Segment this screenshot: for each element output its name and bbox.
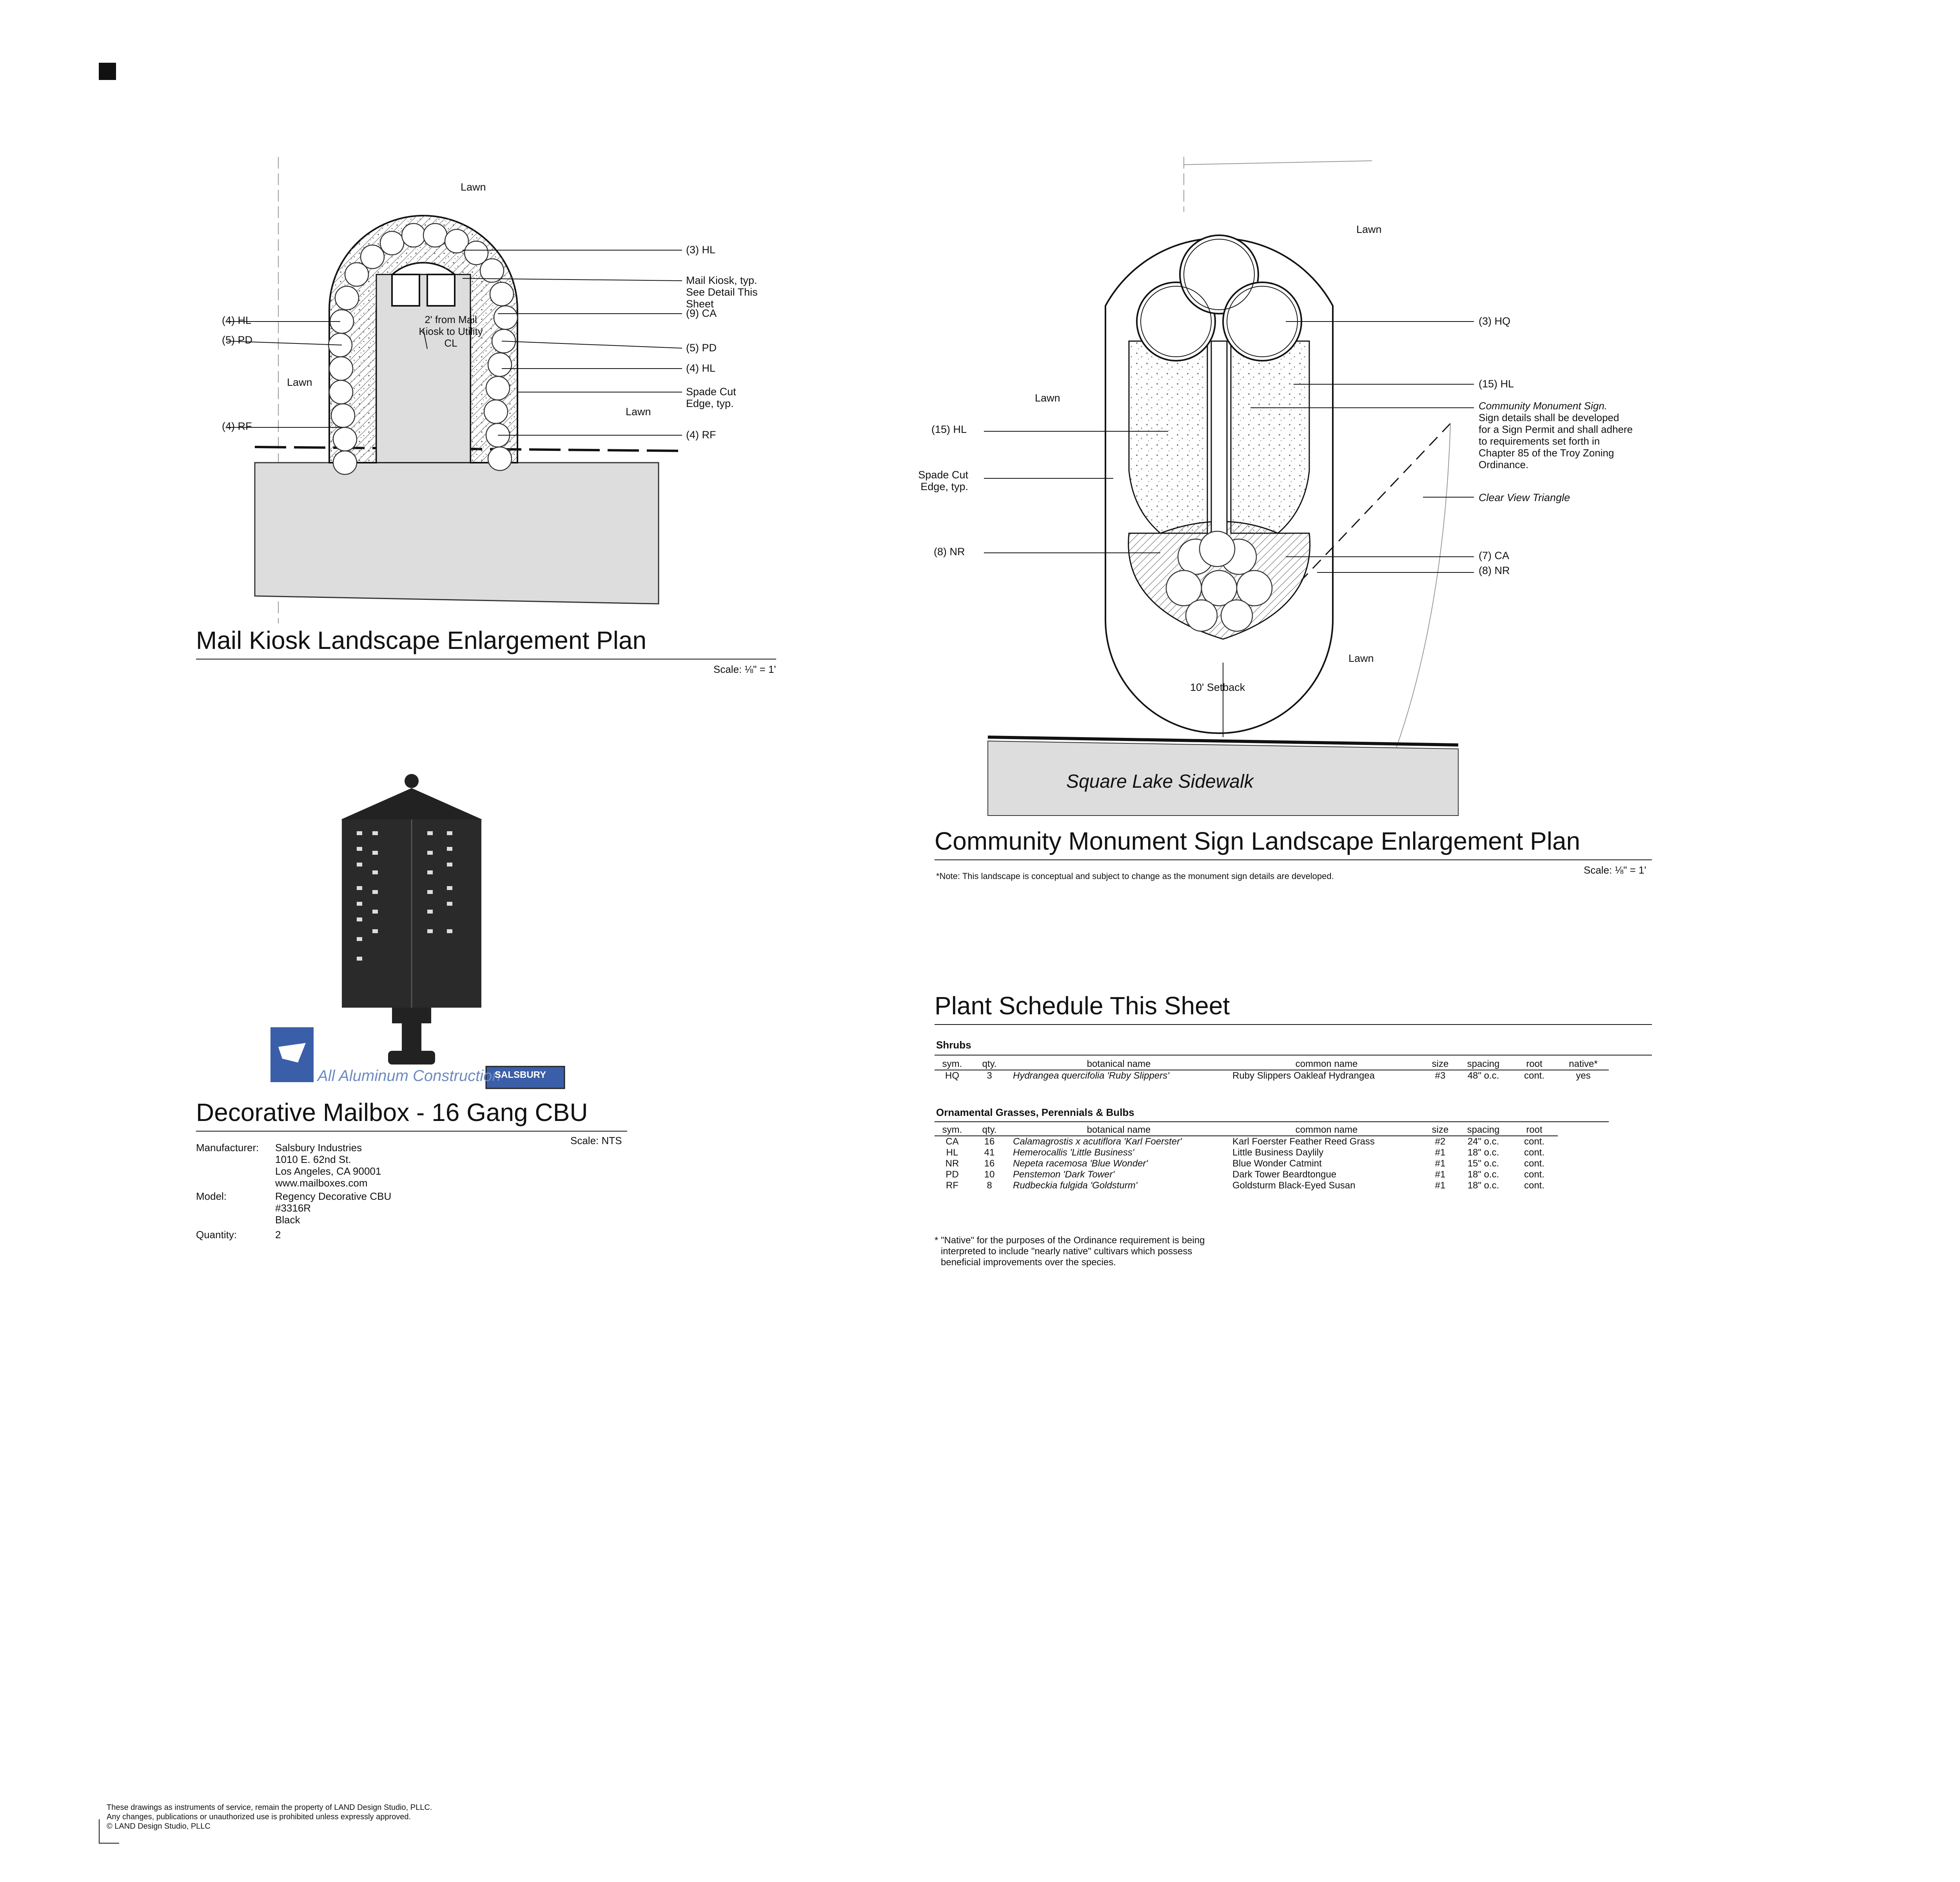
grasses-header-spacing: spacing xyxy=(1467,1124,1500,1135)
grass-common: Karl Foerster Feather Reed Grass xyxy=(1232,1136,1375,1147)
sign-note-line-5: Chapter 85 of the Troy Zoning xyxy=(1479,447,1614,459)
sign-plan-note: *Note: This landscape is conceptual and subject to change as the monument sign details are developed. xyxy=(936,871,1334,881)
kiosk-label-mail-kiosk: Mail Kiosk, typ. See Detail This Sheet xyxy=(686,274,758,310)
sign-label-right-hq: (3) HQ xyxy=(1479,315,1510,327)
grass-sym: RF xyxy=(946,1180,958,1191)
grasses-header-root: root xyxy=(1526,1124,1543,1135)
sign-clear-view: Clear View Triangle xyxy=(1479,492,1570,503)
kiosk-label-right-ca: (9) CA xyxy=(686,307,717,319)
shrubs-header-spacing: spacing xyxy=(1467,1059,1500,1069)
shrubs-header-botanical: botanical name xyxy=(1087,1059,1151,1069)
grass-botanical: Calamagrostis x acutiflora 'Karl Foerster' xyxy=(1013,1136,1182,1147)
kiosk-label-right-rf: (4) RF xyxy=(686,429,716,441)
mailbox-model-label: Model: xyxy=(196,1190,227,1202)
plant-schedule-title: Plant Schedule This Sheet xyxy=(935,992,1230,1020)
mailbox-title: Decorative Mailbox - 16 Gang CBU xyxy=(196,1098,588,1126)
mailbox-model-line-2: #3316R xyxy=(275,1202,311,1214)
sign-label-left-hl: (15) HL xyxy=(931,423,967,435)
kiosk-label-left-hl: (4) HL xyxy=(222,314,252,326)
kiosk-label-left-pd: (5) PD xyxy=(222,334,253,346)
sign-note-line-3: for a Sign Permit and shall adhere xyxy=(1479,423,1633,435)
disclaimer-line-2: Any changes, publications or unauthorized use is prohibited unless expressly approved. xyxy=(107,1813,411,1821)
disclaimer-line-1: These drawings as instruments of service, remain the property of LAND Design Studio, PLLC. xyxy=(107,1803,432,1812)
grass-qty: 8 xyxy=(987,1180,992,1191)
grass-root: cont. xyxy=(1524,1136,1545,1147)
table-row xyxy=(935,1158,1558,1169)
sign-setback: 10' Setback xyxy=(1190,681,1245,693)
mailbox-model-line-3: Black xyxy=(275,1214,300,1226)
sign-lawn-2: Lawn xyxy=(1035,392,1060,404)
kiosk-label-right-pd: (5) PD xyxy=(686,342,717,354)
shrub-root: cont. xyxy=(1524,1070,1545,1081)
sign-label-right-hl: (15) HL xyxy=(1479,378,1514,390)
sign-sidewalk: Square Lake Sidewalk xyxy=(1066,771,1254,792)
grass-spacing: 18" o.c. xyxy=(1467,1147,1499,1158)
registration-mark-top-left xyxy=(99,63,116,80)
mailbox-model-line-1: Regency Decorative CBU xyxy=(275,1190,392,1202)
grass-size: #2 xyxy=(1435,1136,1446,1147)
disclaimer xyxy=(107,1803,432,1831)
shrubs-header-common: common name xyxy=(1295,1059,1358,1069)
mailbox-manufacturer-line-2: 1010 E. 62nd St. xyxy=(275,1154,351,1165)
grass-sym: HL xyxy=(946,1147,958,1158)
grasses-header-size: size xyxy=(1432,1124,1449,1135)
kiosk-label-left-rf: (4) RF xyxy=(222,420,252,432)
grasses-heading: Ornamental Grasses, Perennials & Bulbs xyxy=(936,1106,1134,1118)
grasses-header-common: common name xyxy=(1295,1124,1358,1135)
mailbox-scale: Scale: NTS xyxy=(570,1135,622,1146)
grasses-header-qty: qty. xyxy=(982,1124,997,1135)
grass-spacing: 18" o.c. xyxy=(1467,1180,1499,1191)
sign-plan-title: Community Monument Sign Landscape Enlargement Plan xyxy=(935,827,1581,855)
mailbox-manufacturer-line-1: Salsbury Industries xyxy=(275,1142,362,1154)
shrub-qty: 3 xyxy=(987,1070,992,1081)
table-row xyxy=(935,1136,1558,1147)
kiosk-label-right-hl3: (3) HL xyxy=(686,244,716,256)
kiosk-plan-scale: Scale: ⅛" = 1' xyxy=(713,663,776,675)
shrubs-table xyxy=(935,1059,1609,1081)
grass-botanical: Penstemon 'Dark Tower' xyxy=(1013,1169,1115,1180)
footnote-line-1: * "Native" for the purposes of the Ordinance requirement is being xyxy=(935,1235,1205,1246)
sign-plan-scale: Scale: ⅛" = 1' xyxy=(1584,864,1646,876)
sign-label-right-ca: (7) CA xyxy=(1479,550,1510,561)
shrub-common: Ruby Slippers Oakleaf Hydrangea xyxy=(1232,1070,1375,1081)
kiosk-plan-title: Mail Kiosk Landscape Enlargement Plan xyxy=(196,626,647,654)
grass-qty: 16 xyxy=(984,1136,995,1147)
shrubs-header-qty: qty. xyxy=(982,1059,997,1069)
kiosk-center-note: 2' from Mail Kiosk to Utility CL xyxy=(419,314,483,349)
grasses-header-sym: sym. xyxy=(942,1124,962,1135)
grass-root: cont. xyxy=(1524,1169,1545,1180)
table-row xyxy=(935,1169,1558,1180)
grass-sym: CA xyxy=(946,1136,959,1147)
grass-botanical: Hemerocallis 'Little Business' xyxy=(1013,1147,1134,1158)
mailbox-manufacturer-line-3: Los Angeles, CA 90001 xyxy=(275,1165,381,1177)
grass-size: #1 xyxy=(1435,1169,1446,1180)
mailbox-brand: SALSBURY xyxy=(495,1070,546,1080)
grass-common: Dark Tower Beardtongue xyxy=(1232,1169,1337,1180)
grass-size: #1 xyxy=(1435,1180,1446,1191)
sign-note-line-4: to requirements set forth in xyxy=(1479,435,1600,447)
shrubs-header-size: size xyxy=(1432,1059,1449,1069)
kiosk-lawn-left: Lawn xyxy=(287,376,312,388)
mailbox-title-rule xyxy=(196,1131,627,1132)
grasses-rule xyxy=(935,1121,1609,1122)
shrub-spacing: 48" o.c. xyxy=(1467,1070,1499,1081)
mailbox-manufacturer-label: Manufacturer: xyxy=(196,1142,259,1154)
sign-note-line-6: Ordinance. xyxy=(1479,459,1529,470)
footnote-line-3: beneficial improvements over the species. xyxy=(941,1257,1116,1268)
grasses-header-row xyxy=(935,1124,1558,1136)
grass-qty: 16 xyxy=(984,1158,995,1169)
mailbox-caption: All Aluminum Construction xyxy=(318,1067,501,1085)
grass-spacing: 18" o.c. xyxy=(1467,1169,1499,1180)
disclaimer-line-3: © LAND Design Studio, PLLC xyxy=(107,1822,211,1831)
shrub-sym: HQ xyxy=(945,1070,959,1081)
grass-sym: NR xyxy=(945,1158,959,1169)
grass-spacing: 24" o.c. xyxy=(1467,1136,1499,1147)
sign-note-line-1: Community Monument Sign. xyxy=(1479,400,1608,412)
disclaimer-bracket xyxy=(99,1819,119,1844)
kiosk-label-spade-cut: Spade Cut Edge, typ. xyxy=(686,386,736,409)
grass-common: Little Business Daylily xyxy=(1232,1147,1324,1158)
sign-title-rule xyxy=(935,859,1652,860)
grass-qty: 10 xyxy=(984,1169,995,1180)
grass-botanical: Rudbeckia fulgida 'Goldsturm' xyxy=(1013,1180,1138,1191)
monument-sign-plan-drawing xyxy=(941,157,1686,823)
shrubs-header-native: native* xyxy=(1569,1059,1598,1069)
table-row xyxy=(935,1180,1558,1191)
mailbox-quantity: 2 xyxy=(275,1229,281,1241)
grasses-table xyxy=(935,1124,1558,1191)
kiosk-lawn-right: Lawn xyxy=(626,406,651,418)
kiosk-lawn-top: Lawn xyxy=(461,181,486,193)
grass-size: #1 xyxy=(1435,1147,1446,1158)
shrub-native: yes xyxy=(1576,1070,1591,1081)
mailbox-quantity-label: Quantity: xyxy=(196,1229,237,1241)
shrubs-heading: Shrubs xyxy=(936,1039,971,1051)
grass-common: Goldsturm Black-Eyed Susan xyxy=(1232,1180,1356,1191)
shrubs-header-row xyxy=(935,1059,1609,1070)
grasses-header-botanical: botanical name xyxy=(1087,1124,1151,1135)
shrubs-header-sym: sym. xyxy=(942,1059,962,1069)
table-row xyxy=(935,1147,1558,1158)
grass-root: cont. xyxy=(1524,1147,1545,1158)
sign-lawn-1: Lawn xyxy=(1356,223,1382,235)
mailbox-image xyxy=(255,772,568,1098)
grass-botanical: Nepeta racemosa 'Blue Wonder' xyxy=(1013,1158,1148,1169)
grass-size: #1 xyxy=(1435,1158,1446,1169)
footnote-line-2: interpreted to include "nearly native" cultivars which possess xyxy=(941,1246,1192,1257)
sign-note-line-2: Sign details shall be developed xyxy=(1479,412,1619,423)
shrub-size: #3 xyxy=(1435,1070,1446,1081)
sign-label-left-nr: (8) NR xyxy=(934,546,965,558)
kiosk-label-right-hl4: (4) HL xyxy=(686,362,716,374)
grass-root: cont. xyxy=(1524,1158,1545,1169)
shrub-botanical: Hydrangea quercifolia 'Ruby Slippers' xyxy=(1013,1070,1169,1081)
sign-label-spade-cut: Spade Cut Edge, typ. xyxy=(918,469,968,492)
sign-note xyxy=(1479,400,1633,470)
grass-spacing: 15" o.c. xyxy=(1467,1158,1499,1169)
table-row xyxy=(935,1070,1609,1081)
grass-root: cont. xyxy=(1524,1180,1545,1191)
grass-sym: PD xyxy=(946,1169,959,1180)
grass-common: Blue Wonder Catmint xyxy=(1232,1158,1322,1169)
sign-label-right-nr: (8) NR xyxy=(1479,565,1510,576)
plant-schedule-footnote xyxy=(935,1235,1205,1268)
plant-schedule-title-rule xyxy=(935,1024,1652,1025)
mailbox-manufacturer-line-4: www.mailboxes.com xyxy=(275,1177,368,1189)
grass-qty: 41 xyxy=(984,1147,995,1158)
sign-lawn-3: Lawn xyxy=(1348,652,1374,664)
shrubs-header-root: root xyxy=(1526,1059,1543,1069)
